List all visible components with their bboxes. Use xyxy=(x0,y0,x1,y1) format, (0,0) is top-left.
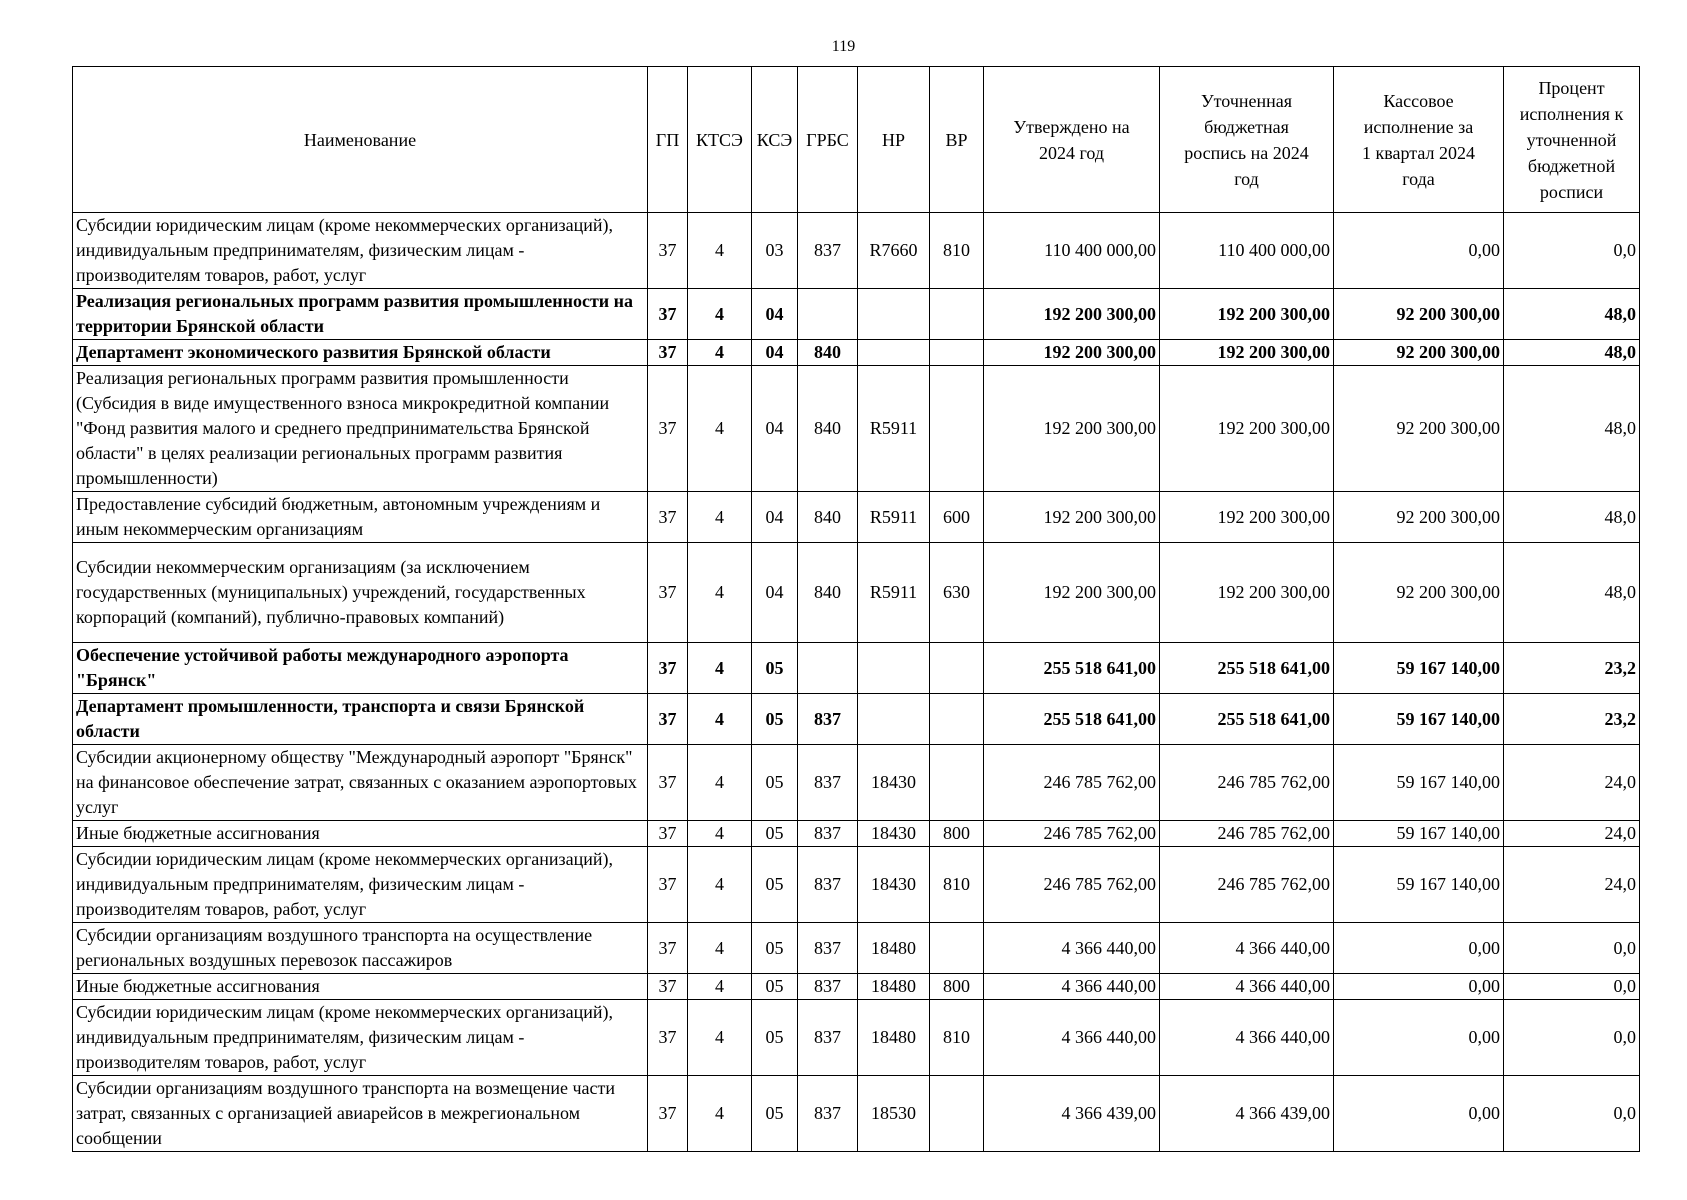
page-number: 119 xyxy=(831,38,856,55)
header-percent: Процент исполнения к уточненной бюджетной росписи xyxy=(1504,67,1640,213)
cell-approved: 110 400 000,00 xyxy=(984,213,1160,289)
cell-cash: 0,00 xyxy=(1334,1076,1504,1152)
cell-cash: 59 167 140,00 xyxy=(1334,821,1504,847)
cell-cash: 0,00 xyxy=(1334,974,1504,1000)
table-body xyxy=(73,213,1640,1152)
cell-ktse: 4 xyxy=(688,340,752,366)
cell-percent: 24,0 xyxy=(1504,821,1640,847)
cell-approved: 255 518 641,00 xyxy=(984,694,1160,745)
cell-nr: 18430 xyxy=(858,821,930,847)
cell-name: Субсидии организациям воздушного транспорта на осуществление региональных воздушных перевозок пассажиров xyxy=(73,923,648,974)
cell-nr xyxy=(858,340,930,366)
cell-gp: 37 xyxy=(648,694,688,745)
cell-kse: 05 xyxy=(752,1000,798,1076)
cell-cash: 92 200 300,00 xyxy=(1334,543,1504,643)
cell-grbs: 837 xyxy=(798,821,858,847)
cell-vr xyxy=(930,340,984,366)
cell-grbs: 837 xyxy=(798,745,858,821)
cell-grbs: 837 xyxy=(798,974,858,1000)
cell-gp: 37 xyxy=(648,213,688,289)
cell-kse: 05 xyxy=(752,745,798,821)
table-row xyxy=(73,974,1640,1000)
cell-vr: 600 xyxy=(930,492,984,543)
cell-kse: 04 xyxy=(752,543,798,643)
cell-grbs: 837 xyxy=(798,1000,858,1076)
cell-kse: 04 xyxy=(752,340,798,366)
cell-refined: 192 200 300,00 xyxy=(1160,492,1334,543)
cell-vr xyxy=(930,1076,984,1152)
cell-ktse: 4 xyxy=(688,745,752,821)
cell-kse: 04 xyxy=(752,366,798,492)
cell-kse: 05 xyxy=(752,821,798,847)
cell-name: Субсидии юридическим лицам (кроме некоммерческих организаций), индивидуальным предпринимателям, физическим лицам - производителям товаров, работ, услуг xyxy=(73,847,648,923)
cell-gp: 37 xyxy=(648,974,688,1000)
cell-refined: 4 366 440,00 xyxy=(1160,923,1334,974)
cell-cash: 0,00 xyxy=(1334,923,1504,974)
cell-name: Предоставление субсидий бюджетным, автономным учреждениям и иным некоммерческим организациям xyxy=(73,492,648,543)
cell-kse: 05 xyxy=(752,974,798,1000)
cell-vr xyxy=(930,289,984,340)
cell-ktse: 4 xyxy=(688,923,752,974)
cell-refined: 192 200 300,00 xyxy=(1160,366,1334,492)
cell-gp: 37 xyxy=(648,821,688,847)
cell-approved: 192 200 300,00 xyxy=(984,366,1160,492)
cell-gp: 37 xyxy=(648,1076,688,1152)
cell-ktse: 4 xyxy=(688,213,752,289)
cell-name: Иные бюджетные ассигнования xyxy=(73,974,648,1000)
cell-cash: 92 200 300,00 xyxy=(1334,366,1504,492)
cell-approved: 246 785 762,00 xyxy=(984,745,1160,821)
cell-nr: R5911 xyxy=(858,543,930,643)
cell-vr xyxy=(930,643,984,694)
cell-gp: 37 xyxy=(648,492,688,543)
cell-grbs: 837 xyxy=(798,1076,858,1152)
cell-cash: 59 167 140,00 xyxy=(1334,694,1504,745)
cell-grbs: 837 xyxy=(798,923,858,974)
table-row xyxy=(73,694,1640,745)
cell-grbs: 840 xyxy=(798,340,858,366)
cell-kse: 04 xyxy=(752,492,798,543)
cell-ktse: 4 xyxy=(688,821,752,847)
cell-approved: 4 366 440,00 xyxy=(984,974,1160,1000)
cell-ktse: 4 xyxy=(688,974,752,1000)
cell-gp: 37 xyxy=(648,923,688,974)
cell-vr xyxy=(930,694,984,745)
cell-percent: 0,0 xyxy=(1504,974,1640,1000)
cell-gp: 37 xyxy=(648,643,688,694)
cell-name: Департамент промышленности, транспорта и связи Брянской области xyxy=(73,694,648,745)
cell-vr: 800 xyxy=(930,821,984,847)
cell-ktse: 4 xyxy=(688,366,752,492)
cell-vr: 810 xyxy=(930,847,984,923)
cell-name: Реализация региональных программ развития промышленности на территории Брянской области xyxy=(73,289,648,340)
table-row xyxy=(73,366,1640,492)
cell-grbs: 837 xyxy=(798,213,858,289)
cell-ktse: 4 xyxy=(688,847,752,923)
cell-refined: 255 518 641,00 xyxy=(1160,694,1334,745)
cell-nr xyxy=(858,289,930,340)
header-ktse: КТСЭ xyxy=(688,67,752,213)
cell-refined: 192 200 300,00 xyxy=(1160,543,1334,643)
table-row xyxy=(73,289,1640,340)
cell-nr: 18530 xyxy=(858,1076,930,1152)
cell-name: Обеспечение устойчивой работы международного аэропорта "Брянск" xyxy=(73,643,648,694)
cell-nr: R5911 xyxy=(858,366,930,492)
header-approved: Утверждено на 2024 год xyxy=(984,67,1160,213)
cell-percent: 24,0 xyxy=(1504,745,1640,821)
cell-vr: 630 xyxy=(930,543,984,643)
cell-cash: 0,00 xyxy=(1334,213,1504,289)
cell-name: Реализация региональных программ развития промышленности (Субсидия в виде имущественного взноса микрокредитной компании "Фонд развития малого и среднего предпринимательства Брянской области" в целях реализации региональных программ развития промышленности) xyxy=(73,366,648,492)
cell-percent: 0,0 xyxy=(1504,1000,1640,1076)
table-row xyxy=(73,543,1640,643)
cell-cash: 59 167 140,00 xyxy=(1334,745,1504,821)
cell-approved: 192 200 300,00 xyxy=(984,340,1160,366)
cell-approved: 192 200 300,00 xyxy=(984,492,1160,543)
cell-cash: 59 167 140,00 xyxy=(1334,643,1504,694)
header-refined: Уточненная бюджетная роспись на 2024 год xyxy=(1160,67,1334,213)
cell-vr xyxy=(930,923,984,974)
cell-approved: 246 785 762,00 xyxy=(984,847,1160,923)
cell-gp: 37 xyxy=(648,745,688,821)
cell-grbs: 840 xyxy=(798,366,858,492)
cell-nr xyxy=(858,694,930,745)
cell-gp: 37 xyxy=(648,847,688,923)
cell-grbs xyxy=(798,643,858,694)
cell-nr: R5911 xyxy=(858,492,930,543)
header-row xyxy=(73,67,1640,213)
cell-vr xyxy=(930,366,984,492)
cell-nr: 18480 xyxy=(858,974,930,1000)
table-row xyxy=(73,1076,1640,1152)
table-row xyxy=(73,213,1640,289)
cell-grbs: 840 xyxy=(798,543,858,643)
cell-nr: 18480 xyxy=(858,923,930,974)
cell-approved: 4 366 439,00 xyxy=(984,1076,1160,1152)
cell-nr xyxy=(858,643,930,694)
cell-percent: 0,0 xyxy=(1504,923,1640,974)
cell-cash: 59 167 140,00 xyxy=(1334,847,1504,923)
cell-cash: 0,00 xyxy=(1334,1000,1504,1076)
header-grbs: ГРБС xyxy=(798,67,858,213)
table-row xyxy=(73,847,1640,923)
cell-grbs xyxy=(798,289,858,340)
cell-ktse: 4 xyxy=(688,643,752,694)
cell-refined: 246 785 762,00 xyxy=(1160,745,1334,821)
cell-name: Департамент экономического развития Брянской области xyxy=(73,340,648,366)
cell-grbs: 837 xyxy=(798,847,858,923)
header-name: Наименование xyxy=(73,67,648,213)
cell-kse: 05 xyxy=(752,1076,798,1152)
cell-percent: 0,0 xyxy=(1504,1076,1640,1152)
cell-approved: 4 366 440,00 xyxy=(984,1000,1160,1076)
cell-refined: 246 785 762,00 xyxy=(1160,847,1334,923)
cell-percent: 23,2 xyxy=(1504,694,1640,745)
cell-approved: 4 366 440,00 xyxy=(984,923,1160,974)
cell-name: Субсидии некоммерческим организациям (за исключением государственных (муниципальных) учреждений, государственных корпораций (компаний), публично-правовых компаний) xyxy=(73,543,648,643)
cell-approved: 192 200 300,00 xyxy=(984,543,1160,643)
cell-percent: 48,0 xyxy=(1504,289,1640,340)
cell-percent: 24,0 xyxy=(1504,847,1640,923)
cell-nr: 18480 xyxy=(858,1000,930,1076)
cell-percent: 48,0 xyxy=(1504,366,1640,492)
cell-kse: 03 xyxy=(752,213,798,289)
cell-gp: 37 xyxy=(648,340,688,366)
table-row xyxy=(73,821,1640,847)
cell-vr xyxy=(930,745,984,821)
header-cash: Кассовое исполнение за 1 квартал 2024 года xyxy=(1334,67,1504,213)
cell-vr: 800 xyxy=(930,974,984,1000)
cell-nr: R7660 xyxy=(858,213,930,289)
cell-kse: 05 xyxy=(752,694,798,745)
cell-name: Субсидии акционерному обществу "Международный аэропорт "Брянск" на финансовое обеспечение затрат, связанных с оказанием аэропортовых услуг xyxy=(73,745,648,821)
cell-cash: 92 200 300,00 xyxy=(1334,340,1504,366)
cell-vr: 810 xyxy=(930,213,984,289)
cell-cash: 92 200 300,00 xyxy=(1334,289,1504,340)
cell-kse: 05 xyxy=(752,923,798,974)
cell-percent: 48,0 xyxy=(1504,340,1640,366)
cell-approved: 192 200 300,00 xyxy=(984,289,1160,340)
table-row xyxy=(73,745,1640,821)
cell-percent: 23,2 xyxy=(1504,643,1640,694)
cell-refined: 4 366 439,00 xyxy=(1160,1076,1334,1152)
cell-kse: 04 xyxy=(752,289,798,340)
cell-refined: 4 366 440,00 xyxy=(1160,974,1334,1000)
cell-gp: 37 xyxy=(648,543,688,643)
table-row xyxy=(73,1000,1640,1076)
cell-nr: 18430 xyxy=(858,847,930,923)
cell-cash: 92 200 300,00 xyxy=(1334,492,1504,543)
cell-nr: 18430 xyxy=(858,745,930,821)
table-row xyxy=(73,923,1640,974)
cell-kse: 05 xyxy=(752,847,798,923)
header-vr: ВР xyxy=(930,67,984,213)
cell-ktse: 4 xyxy=(688,1076,752,1152)
cell-kse: 05 xyxy=(752,643,798,694)
header-kse: КСЭ xyxy=(752,67,798,213)
cell-percent: 48,0 xyxy=(1504,492,1640,543)
cell-vr: 810 xyxy=(930,1000,984,1076)
cell-gp: 37 xyxy=(648,289,688,340)
cell-ktse: 4 xyxy=(688,1000,752,1076)
cell-grbs: 840 xyxy=(798,492,858,543)
cell-name: Субсидии юридическим лицам (кроме некоммерческих организаций), индивидуальным предпринимателям, физическим лицам - производителям товаров, работ, услуг xyxy=(73,213,648,289)
table-row xyxy=(73,492,1640,543)
cell-gp: 37 xyxy=(648,1000,688,1076)
cell-refined: 255 518 641,00 xyxy=(1160,643,1334,694)
cell-ktse: 4 xyxy=(688,289,752,340)
budget-table xyxy=(72,66,1640,1152)
header-nr: НР xyxy=(858,67,930,213)
cell-refined: 4 366 440,00 xyxy=(1160,1000,1334,1076)
header-gp: ГП xyxy=(648,67,688,213)
cell-gp: 37 xyxy=(648,366,688,492)
cell-approved: 255 518 641,00 xyxy=(984,643,1160,694)
cell-name: Субсидии организациям воздушного транспорта на возмещение части затрат, связанных с организацией авиарейсов в межрегиональном сообщении xyxy=(73,1076,648,1152)
cell-refined: 110 400 000,00 xyxy=(1160,213,1334,289)
cell-ktse: 4 xyxy=(688,492,752,543)
cell-refined: 192 200 300,00 xyxy=(1160,340,1334,366)
cell-approved: 246 785 762,00 xyxy=(984,821,1160,847)
cell-ktse: 4 xyxy=(688,694,752,745)
table-row xyxy=(73,340,1640,366)
cell-refined: 192 200 300,00 xyxy=(1160,289,1334,340)
cell-percent: 0,0 xyxy=(1504,213,1640,289)
cell-ktse: 4 xyxy=(688,543,752,643)
cell-grbs: 837 xyxy=(798,694,858,745)
cell-refined: 246 785 762,00 xyxy=(1160,821,1334,847)
cell-name: Субсидии юридическим лицам (кроме некоммерческих организаций), индивидуальным предпринимателям, физическим лицам - производителям товаров, работ, услуг xyxy=(73,1000,648,1076)
table-row xyxy=(73,643,1640,694)
cell-percent: 48,0 xyxy=(1504,543,1640,643)
cell-name: Иные бюджетные ассигнования xyxy=(73,821,648,847)
